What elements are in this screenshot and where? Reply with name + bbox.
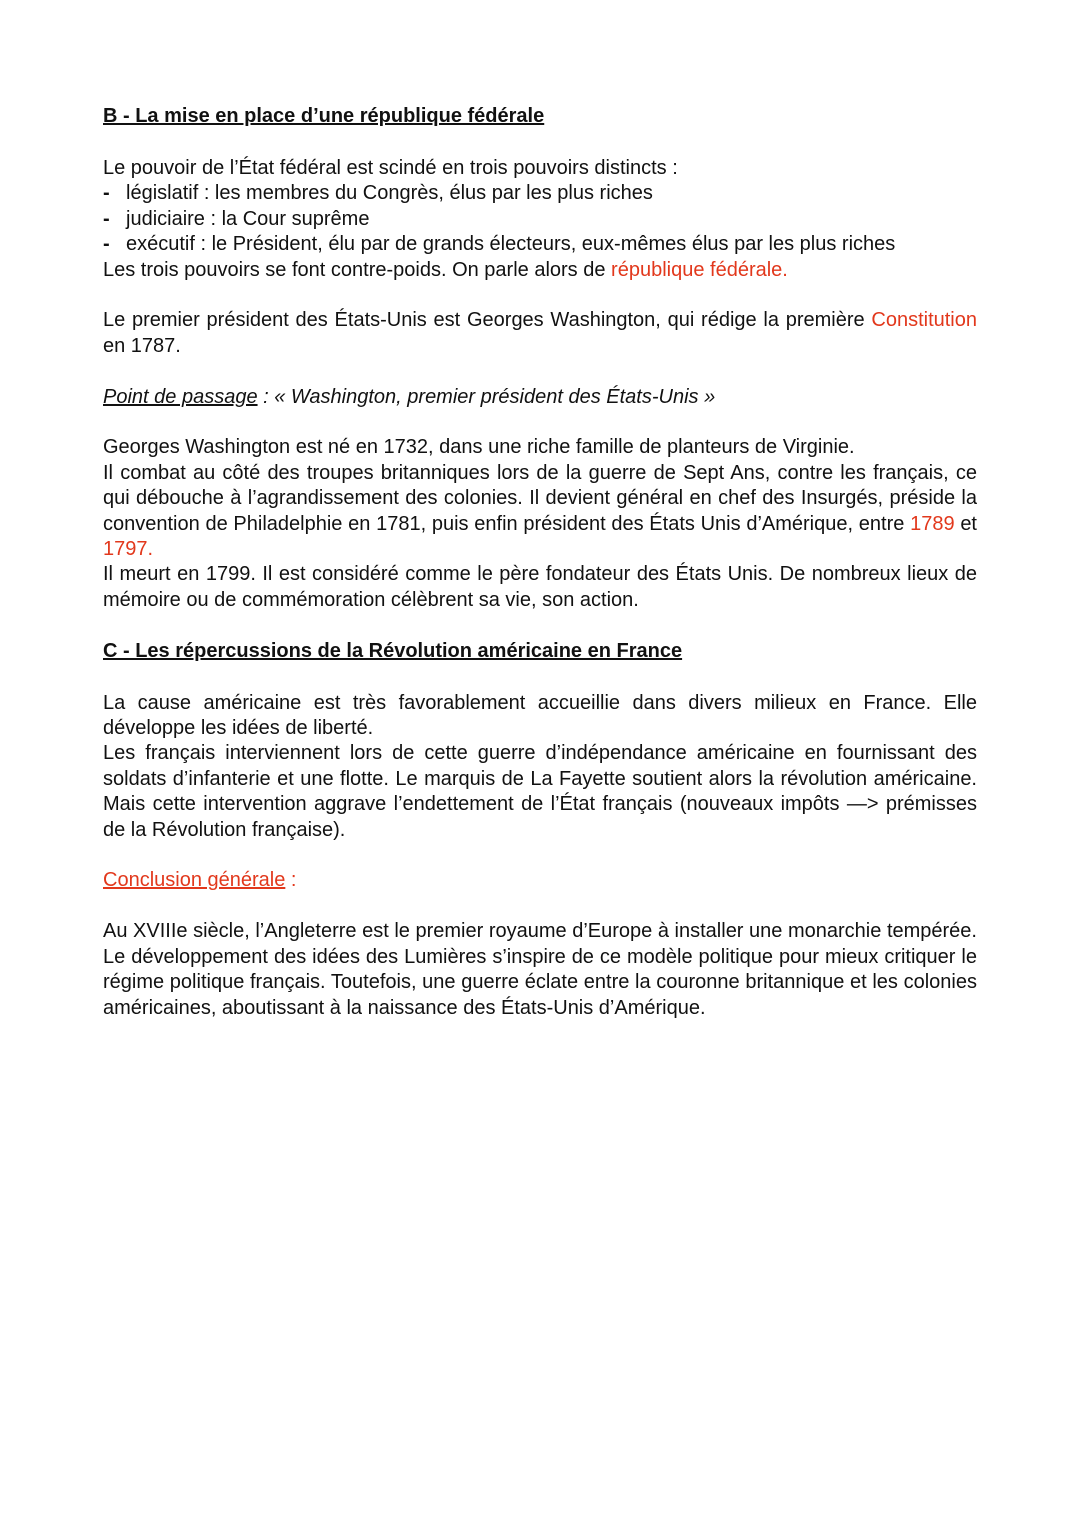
document-page xyxy=(103,104,977,1046)
section-b-heading: B - La mise en place d’une république fédérale xyxy=(103,105,545,127)
list-item: - législatif : les membres du Congrès, élus par les plus riches xyxy=(103,182,653,205)
text: Il combat au côté des troupes britanniques lors de la guerre de Sept Ans, contre les français, ce qui débouche à l’agrandissement des colonies. Il devient général en chef des Insurgés, préside la convention de Philadelphie en 1781, puis enfin président des États Unis d’Amérique, entre xyxy=(103,461,977,535)
after-list-text: Les trois pouvoirs se font contre-poids. On parle alors de xyxy=(103,258,612,281)
list-item: - exécutif : le Président, élu par de grands électeurs, eux-mêmes élus par les plus riches xyxy=(103,233,896,256)
washington-paragraph xyxy=(103,435,977,613)
highlight-1789: 1789 xyxy=(910,512,955,535)
highlight-1797: 1797. xyxy=(103,538,154,561)
powers-intro: Le pouvoir de l’État fédéral est scindé en trois pouvoirs distincts : xyxy=(103,157,678,179)
conclusion-paragraph: Au XVIIIe siècle, l’Angleterre est le premier royaume d’Europe à installer une monarchie tempérée. Le développement des idées des Lumières s’inspire de ce modèle politique pour mieux critiquer le régime politique français. Toutefois, une guerre éclate entre la couronne britannique et les colonies américaines, aboutissant à la naissance des États-Unis d’Amérique. xyxy=(103,920,977,1019)
powers-paragraph xyxy=(103,156,977,283)
colon: : xyxy=(285,869,297,892)
highlight-republique: république fédérale. xyxy=(611,258,788,281)
conclusion-label: Conclusion générale xyxy=(103,869,286,892)
list-item-text: exécutif : le Président, élu par de grands électeurs, eux-mêmes élus par les plus riches xyxy=(126,233,896,256)
passage-heading xyxy=(103,385,977,410)
list-item-text: législatif : les membres du Congrès, élus par les plus riches xyxy=(126,182,653,205)
text: Le premier président des États-Unis est Georges Washington, qui rédige la première xyxy=(103,309,872,332)
president-paragraph xyxy=(103,308,977,359)
list-item-text: judiciaire : la Cour suprême xyxy=(126,207,370,230)
passage-label: Point de passage xyxy=(103,385,258,408)
section-c-heading: C - Les répercussions de la Révolution américaine en France xyxy=(103,639,683,662)
text: La cause américaine est très favorablement accueillie dans divers milieux en France. Elle développe les idées de liberté. xyxy=(103,691,977,740)
highlight-constitution: Constitution xyxy=(871,309,977,332)
conclusion-heading xyxy=(103,868,977,893)
text: Il meurt en 1799. Il est considéré comme le père fondateur des États Unis. De nombreux lieux de mémoire ou de commémoration célèbrent sa vie, son action. xyxy=(103,563,977,611)
text: Les français interviennent lors de cette guerre d’indépendance américaine en fournissant des soldats d’infanterie et une flotte. Le marquis de La Fayette soutient alors la révolution américaine. Mais cette intervention aggrave l’endettement de l’État français (nouveaux impôts —> prémisses de la Révolution française). xyxy=(103,742,977,841)
text: en 1787. xyxy=(103,334,181,357)
list-item: - judiciaire : la Cour suprême xyxy=(103,207,370,230)
france-paragraph xyxy=(103,691,977,843)
passage-title: : « Washington, premier président des États-Unis » xyxy=(257,385,716,408)
text: Georges Washington est né en 1732, dans une riche famille de planteurs de Virginie. xyxy=(103,436,855,459)
text: et xyxy=(954,512,977,535)
